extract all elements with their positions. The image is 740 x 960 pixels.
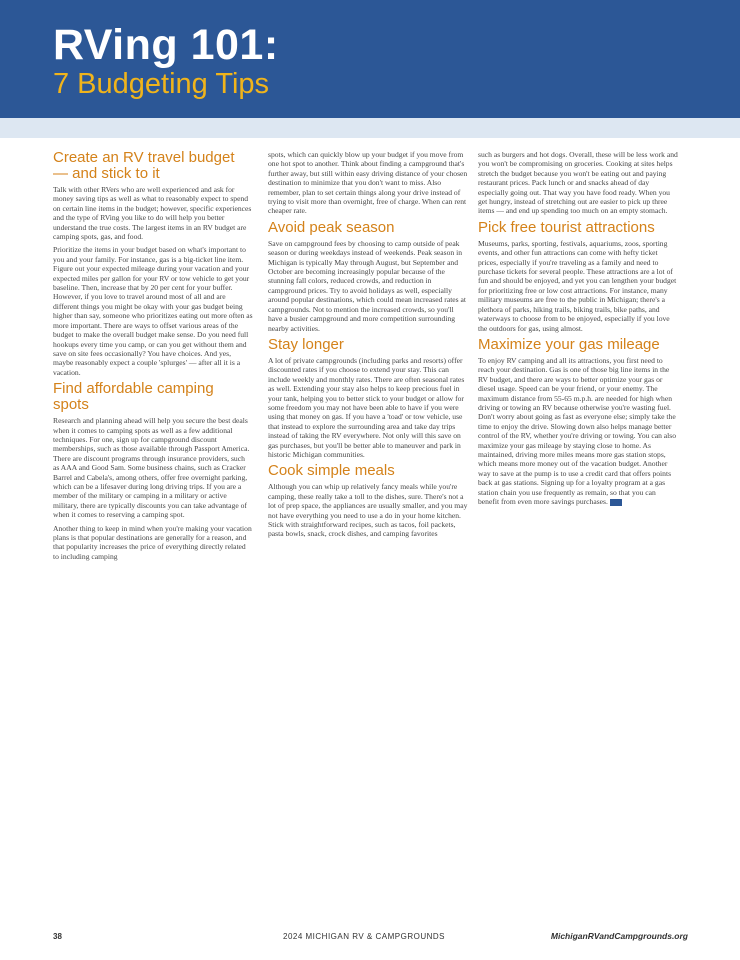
body-paragraph: Prioritize the items in your budget based on what's important to you and your family. For instance, gas is a big-ticket line item. Figure out your expected mileage during your vacation and your expected miles per gallon for your RV or tow vehicle to get your baseline. Then, increase that by 20 per cent for your buffer. However, if you love to travel around most of all and are different things you might be okay with your gas budget being higher than say, someone who prioritizes eating out more often as more important. There are ways to offset various areas of the budget to make the overall budget make sense. Do you need full hookups every time you camp, or can you get without them and save on site fees occasionally? You have choices. And yes, maybe reasonably expect a couple 'splurges' — after all it is a vacation. — [53, 245, 253, 377]
body-paragraph: Although you can whip up relatively fancy meals while you're camping, these really take a toll to the dishes, sure. There's not a lot of prep space, the appliances are usually smaller, and you may not have everything you need to use a do in your home kitchen. Stick with straightforward recipes, such as tacos, foil packets, pasta bowls, snack, crock dishes, and camping favorites — [268, 482, 468, 539]
body-paragraph: Save on campground fees by choosing to camp outside of peak season or during weekdays instead of weekends. Peak season in Michigan is typically May through August, but September and October are becoming increasingly popular because of the stunning fall colors, reduced crowds, and reduction in campground prices. Try to avoid holidays as well, especially around popular destinations, which could mean increased rates at campgrounds. Not to mention the increased crowds, so you'll have a busier campground and more competition surrounding nearby activities. — [268, 238, 467, 333]
page-number: 38 — [53, 932, 62, 941]
publication-name: 2024 MICHIGAN RV & CAMPGROUNDS — [283, 932, 445, 941]
header-banner — [0, 0, 740, 118]
page-title: RVing 101: — [53, 21, 279, 69]
section-heading-free-attractions: Pick free tourist attractions — [478, 218, 655, 236]
body-paragraph: Talk with other RVers who are well experienced and ask for money saving tips as well as what to reasonably expect to spend on certain line items in the budget; however, specific experiences and the type of RVing you like to do will help you better understand the true costs. The largest items in an RV budget are camping spots, gas, and food. — [53, 185, 252, 242]
column-2 — [268, 150, 468, 915]
section-heading-camping-spots: Find affordable camping spots — [53, 380, 214, 414]
body-paragraph: such as burgers and hot dogs. Overall, these will be less work and you won't be compromising on groceries. Cooking at sites helps stretch the budget because you won't be eating out and paying restaurant prices. Pack lunch or and snacks ahead of day especially going out. That way you have food ready. When you get hungry, instead of stretching out are easier to pick up three items — and end up spending too much on an empty stomach. — [478, 150, 678, 216]
section-heading-stay-longer: Stay longer — [268, 335, 344, 353]
end-of-article-icon — [610, 499, 622, 506]
body-paragraph: spots, which can quickly blow up your budget if you move from one hot spot to another. Think about finding a campground that's further away, but still within easy driving distance of your chosen destination to minimize that you don't want to miss. Also remember, plan to set certain things along your drive instead of trying to visit more than overnight, free of charge. When can rent cheaper rate. — [268, 150, 468, 216]
page-footer — [53, 928, 688, 944]
final-paragraph-text: To enjoy RV camping and all its attractions, you first need to reach your destination. Gas is one of those big line items in the RV budget, and there are ways to better optimize your gas or diesel usage. Speed can be your friend, or your enemy. The maximum distance from 55-65 m.p.h. are needed for high when driving or towing an RV because otherwise you're wasting fuel. Don't worry about going as fast as everyone else; simply take the time to enjoy the drive. Slowing down also helps manage better control of the RV, whether you're driving or towing. You can also maximize your gas mileage by staying close to home. As maintained, driving more miles means more gas station stops, which means more money out of the vacation budget. Another way to save at the pump is to use a credit card that offers points back at gas stations. Signing up for a loyalty program at a gas station chain you use frequently as remain, so that you can benefit from even more savings purchases. — [478, 355, 677, 506]
section-heading-budget: Create an RV travel budget — and stick to it — [53, 150, 235, 182]
body-paragraph: Research and planning ahead will help you secure the best deals when it comes to camping spots as well as a few additional techniques. For one, sign up for campground discount memberships, such as those available through Passport America. There are discount programs through insurance providers, such as AAA and Good Sam. Some business chains, such as Cracker Barrel and Cabela's, among others, offer free overnight parking, which can be a lifesaver during long driving trips. If you are a member of the military or camping in a military or active military, there are typically discounts you can take advantage of when it comes to reserving a camping spot. — [53, 416, 250, 520]
body-paragraph: Museums, parks, sporting, festivals, aquariums, zoos, sporting events, and other fun attractions can come with hefty ticket prices, especially if you're traveling as a family and need to purchase tickets for several people. These attractions are a lot of fun and should be enjoyed, and yet you can lengthen your budget for prioritizing free or low cost attractions. For instance, many military museums are free to the public in Michigan; there's a plethora of parks, hiking trails, biking trails, bike paths, and waterways to choose from to be enjoyed, especially if you love the outdoors for gas, using almost. — [478, 238, 677, 333]
page-subtitle: 7 Budgeting Tips — [53, 68, 270, 100]
body-paragraph: A lot of private campgrounds (including parks and resorts) offer discounted rates if you choose to extend your stay. This can include weekly and monthly rates. There are often seasonal rates as well. Extending your stay also helps to keep precious fuel in your tank, helping you to better stick to your budget or allow for some freedom you may not have been able to have if you were using that money on gas. If you have a 'toad' or tow vehicle, use that instead to explore the surrounding area and take day trips instead of taking the RV everywhere. Not only will this save on gas purchases, but you'll be better able to maneuver and park in historic Michigan communities. — [268, 355, 465, 459]
section-heading-gas-mileage: Maximize your gas mileage — [478, 335, 660, 353]
body-paragraph-final — [478, 356, 678, 507]
column-3 — [478, 150, 678, 915]
website-link[interactable]: MichiganRVandCampgrounds.org — [550, 931, 688, 941]
column-1 — [53, 150, 253, 915]
body-paragraph: Another thing to keep in mind when you're making your vacation plans is that popular destinations are generally for a reason, and that popularity increases the price of everything directly related to including camping — [53, 523, 252, 561]
section-heading-peak-season: Avoid peak season — [268, 218, 395, 236]
header-band — [0, 118, 740, 138]
section-heading-simple-meals: Cook simple meals — [268, 462, 395, 480]
